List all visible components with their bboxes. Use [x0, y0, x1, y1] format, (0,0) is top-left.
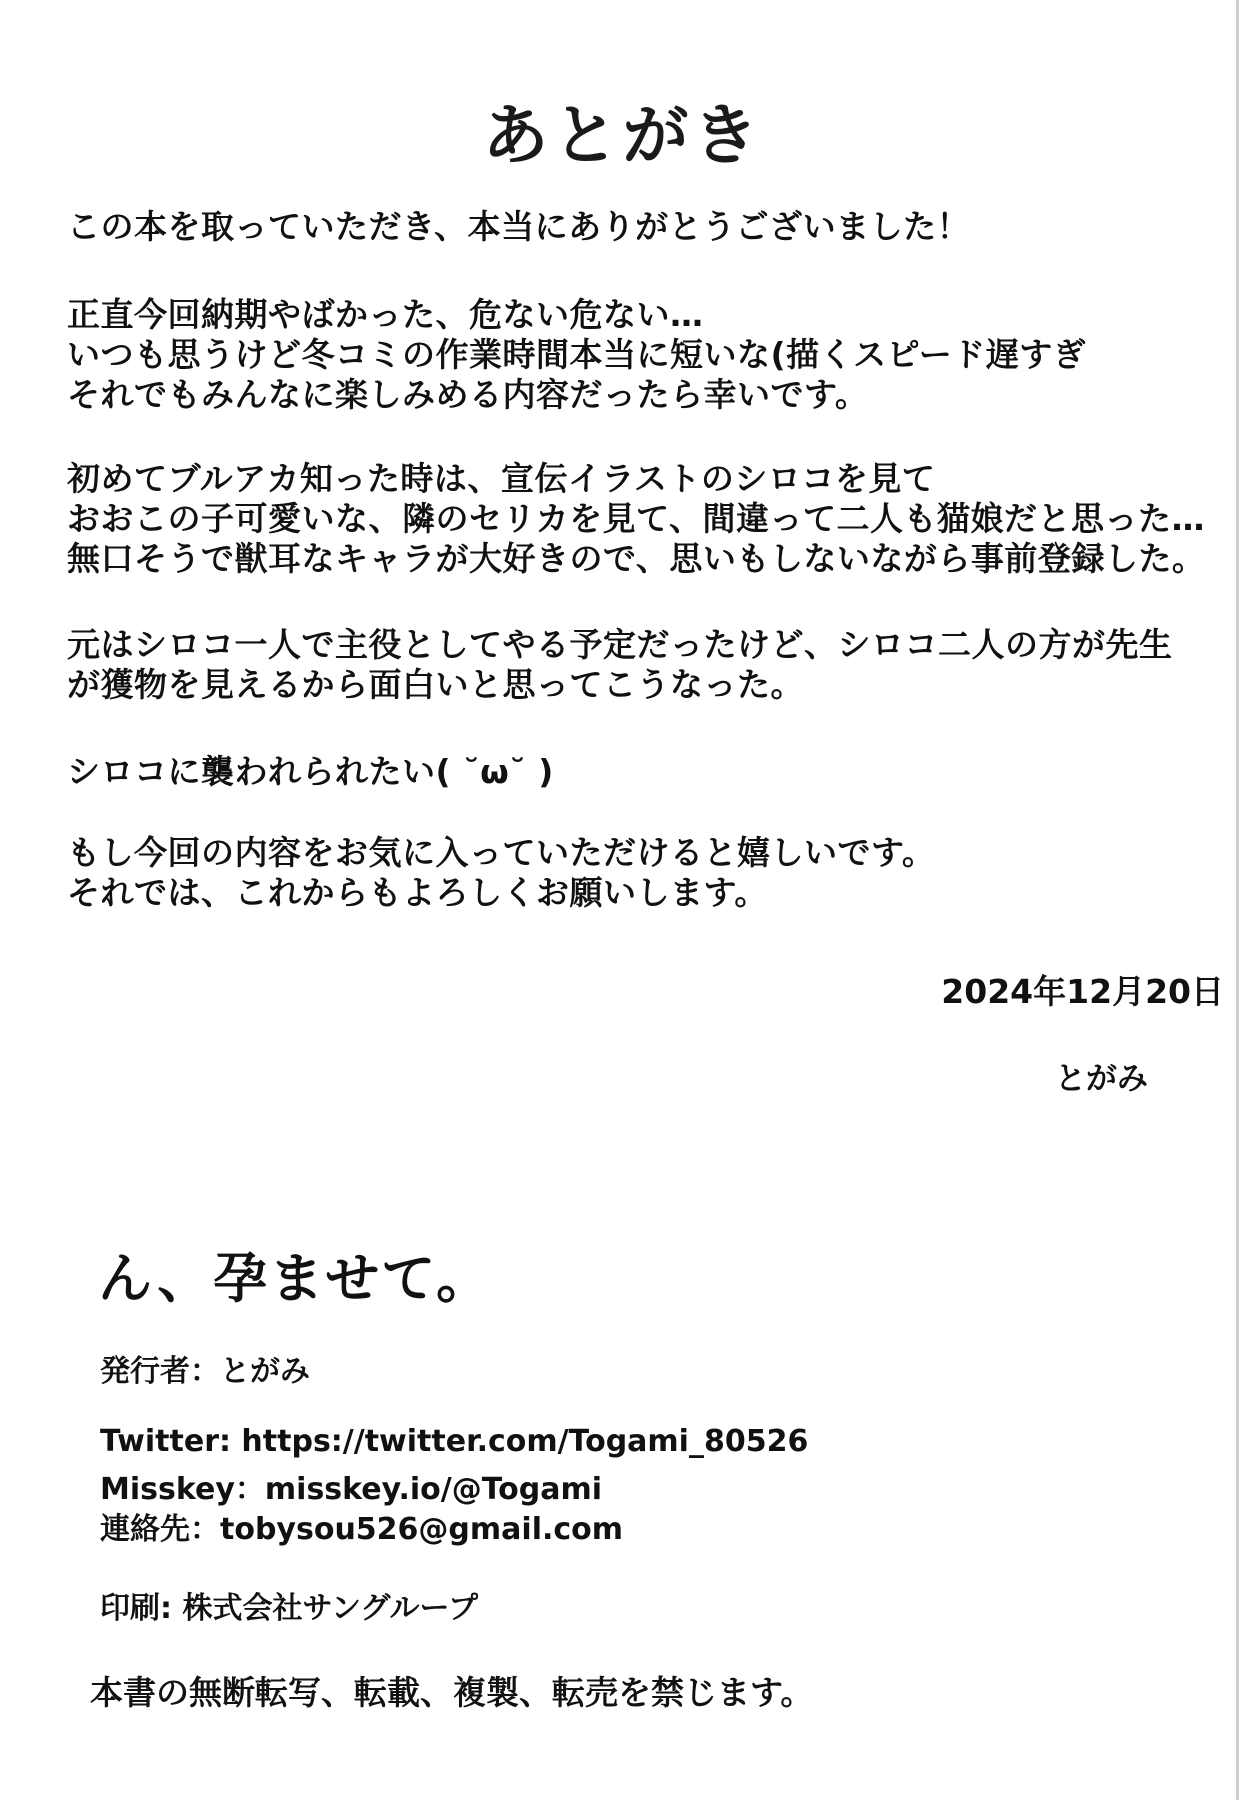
afterword-line: それでもみんなに楽しみめる内容だったら幸いです。 — [67, 375, 869, 414]
afterword-author: とがみ — [1055, 1061, 1148, 1097]
afterword-paragraph — [67, 295, 1227, 415]
book-title: ん、孕ませて。 — [98, 1247, 493, 1310]
afterword-line: 正直今回納期やばかった、危ない危ない… — [67, 295, 704, 334]
afterword-paragraph — [67, 625, 1227, 705]
afterword-line: もし今回の内容をお気に入っていただけると嬉しいです。 — [67, 833, 936, 872]
copyright-notice: 本書の無断転写、転載、複製、転売を禁じます。 — [90, 1673, 814, 1712]
afterword-line: 初めてブルアカ知った時は、宣伝イラストのシロコを見て — [67, 459, 936, 498]
afterword-line: 無口そうで獣耳なキャラが大好きので、思いもしないながら事前登録した。 — [67, 539, 1206, 578]
afterword-paragraph — [67, 207, 1227, 247]
twitter-line: Twitter: https://twitter.com/Togami_80526 — [100, 1424, 809, 1459]
afterword-paragraph — [67, 752, 1227, 792]
afterword-line: が獲物を見えるから面白いと思ってこうなった。 — [67, 665, 804, 704]
afterword-line: シロコに襲われられたい( ˘ω˘ ) — [67, 752, 554, 791]
afterword-line: それでは、これからもよろしくお願いします。 — [67, 873, 768, 912]
afterword-line: おおこの子可愛いな、隣のセリカを見て、間違って二人も猫娘だと思った… — [67, 499, 1206, 538]
afterword-date: 2024年12月20日 — [941, 972, 1224, 1011]
page-edge-line — [1236, 0, 1239, 1800]
afterword-line: いつも思うけど冬コミの作業時間本当に短いな(描くスピード遅すぎ — [67, 335, 1087, 374]
afterword-title: あとがき — [482, 97, 763, 174]
afterword-paragraph — [67, 833, 1227, 913]
contact-line: 連絡先：tobysou526@gmail.com — [100, 1512, 624, 1547]
afterword-line: 元はシロコ一人で主役としてやる予定だったけど、シロコ二人の方が先生 — [67, 625, 1173, 664]
afterword-line: この本を取っていただき、本当にありがとうございました！ — [67, 207, 971, 246]
misskey-line: Misskey：misskey.io/@Togami — [100, 1472, 603, 1507]
publisher-line: 発行者：とがみ — [100, 1354, 310, 1389]
printer-line: 印刷: 株式会社サングループ — [100, 1591, 478, 1626]
afterword-paragraph — [67, 459, 1227, 579]
